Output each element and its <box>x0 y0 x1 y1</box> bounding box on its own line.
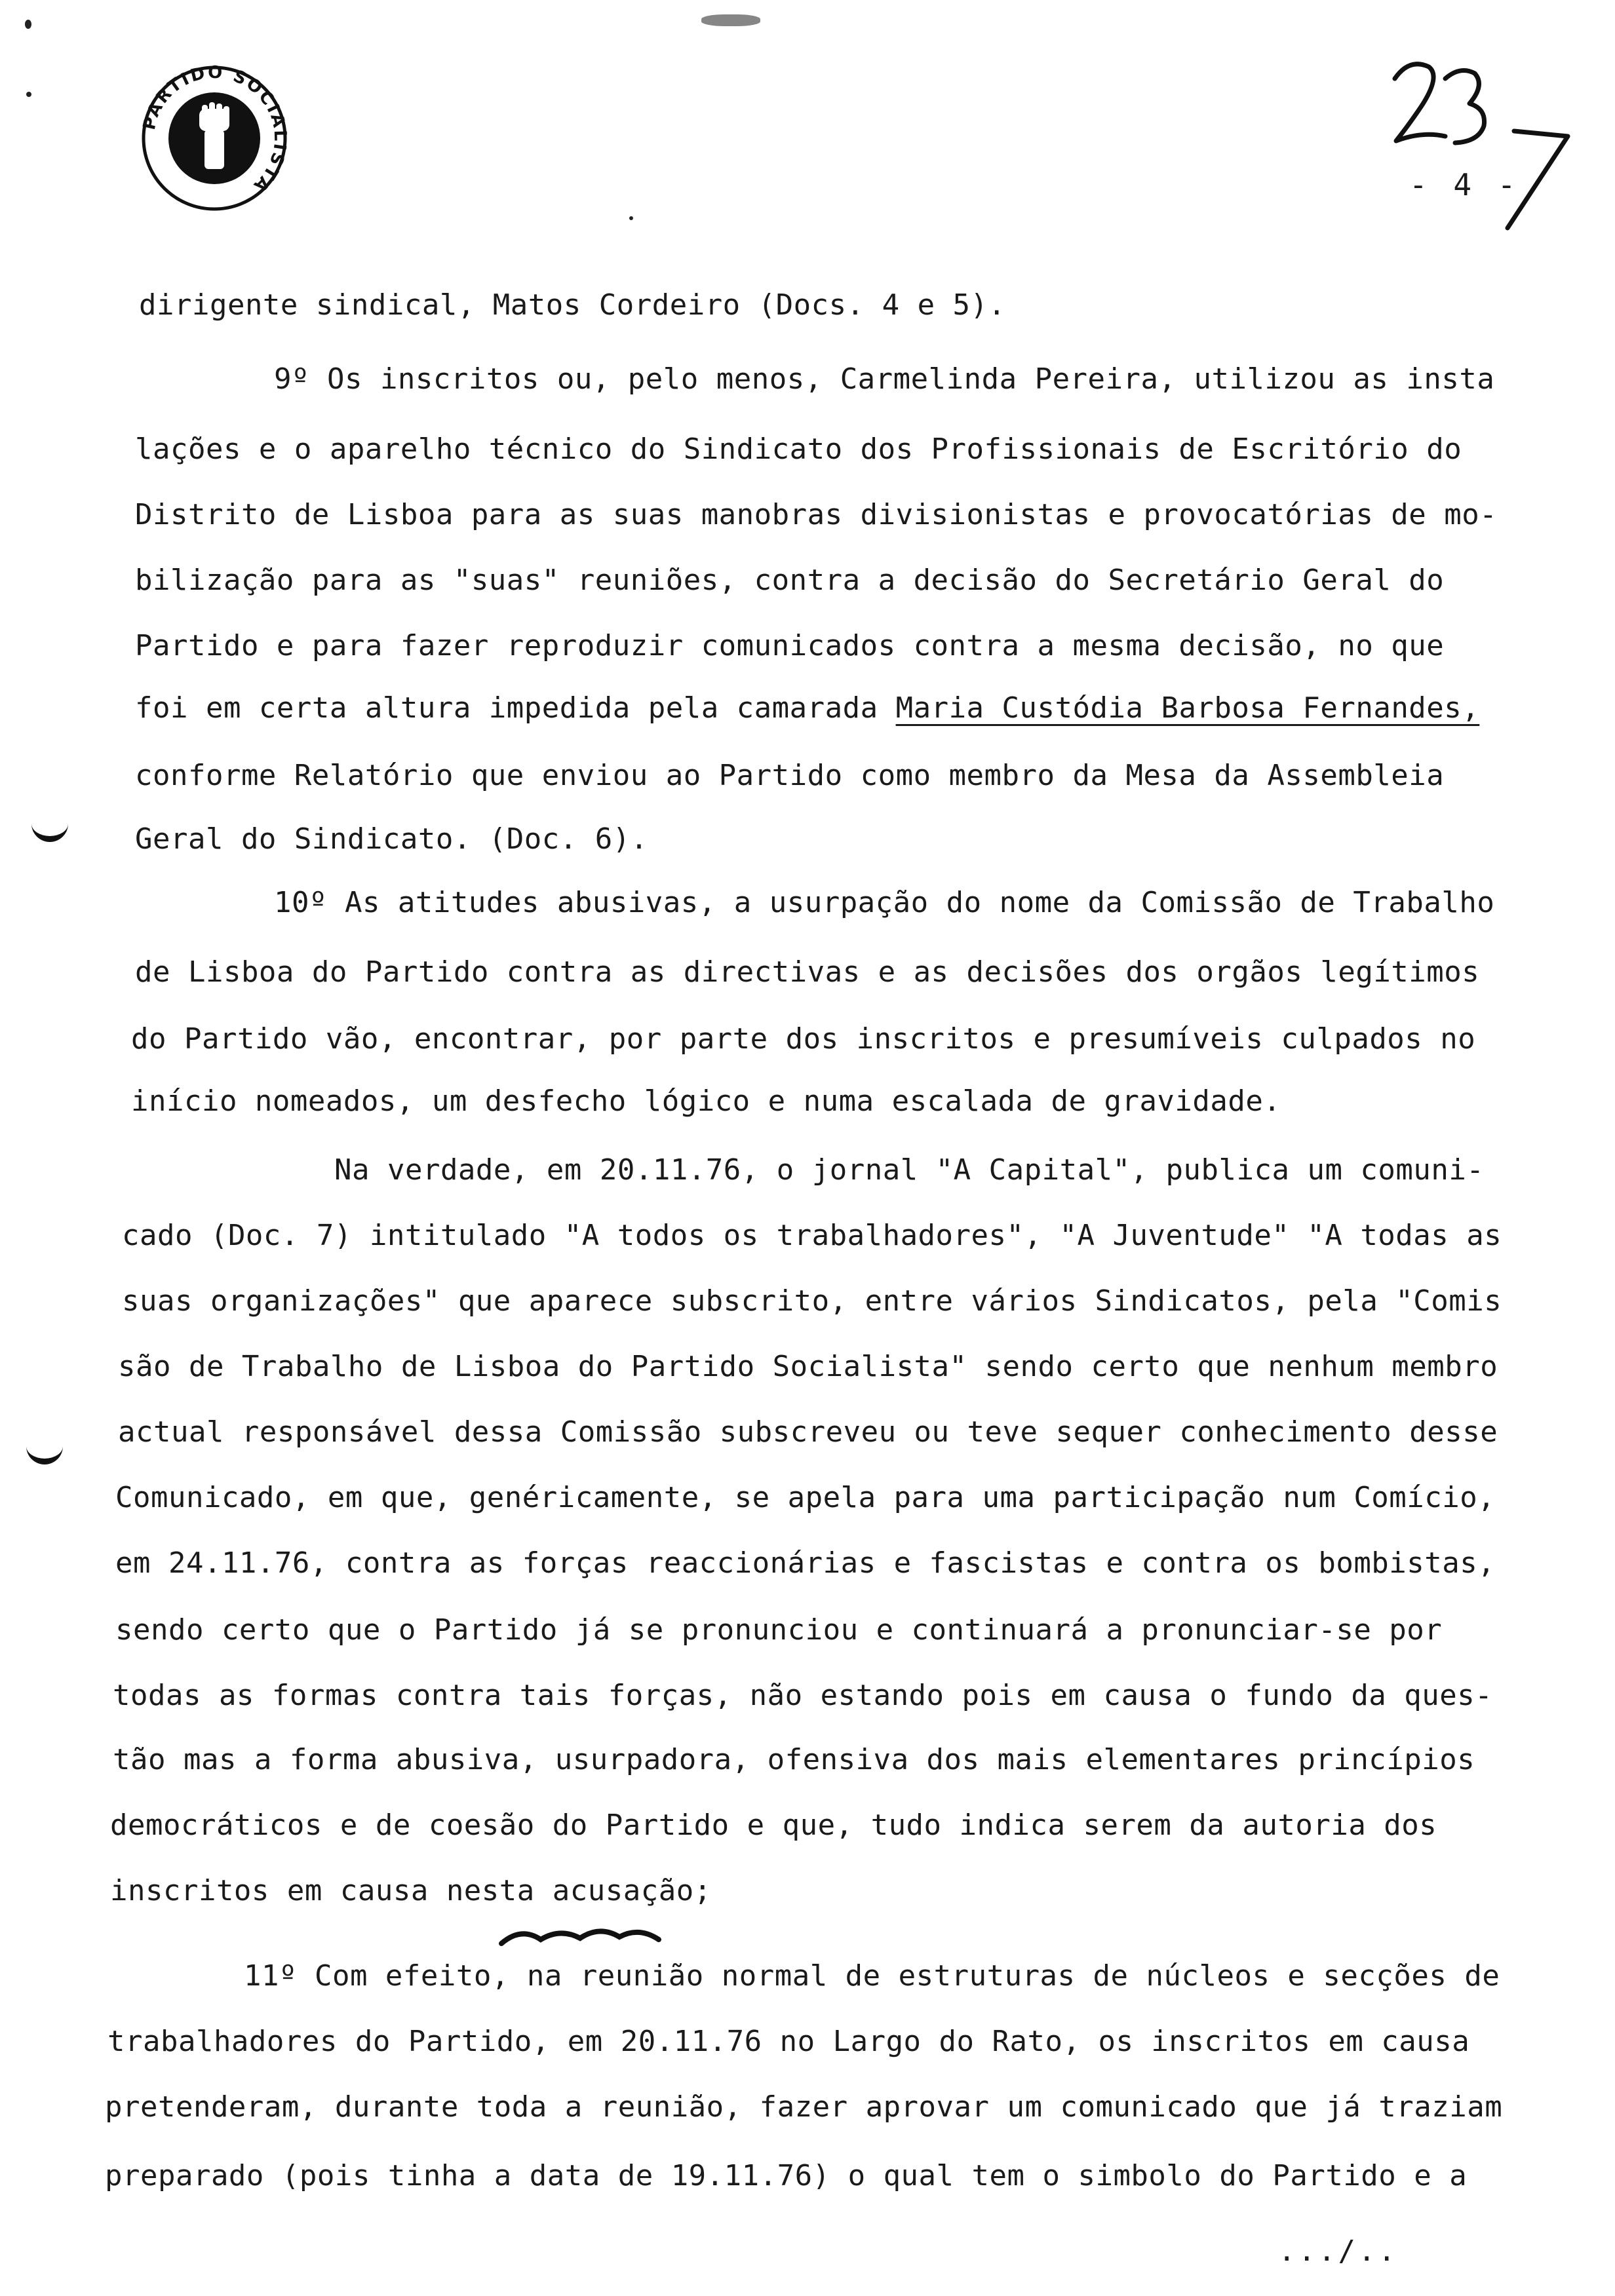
logo-text: PARTIDO SOCIALISTA <box>139 63 290 197</box>
text-line: Comunicado, em que, genéricamente, se apela para uma participação num Comício, <box>115 1481 1496 1514</box>
scan-speck <box>701 14 760 26</box>
page-number: - 4 - <box>1409 167 1520 202</box>
scan-speck <box>25 20 31 29</box>
text-line: Na verdade, em 20.11.76, o jornal "A Capital", publica um comuni- <box>334 1153 1485 1187</box>
text-line: Distrito de Lisboa para as suas manobras divisionistas e provocatórias de mo- <box>135 498 1498 531</box>
text-line: conforme Relatório que enviou ao Partido como membro da Mesa da Assembleia <box>135 759 1445 792</box>
text-line: foi em certa altura impedida pela camarada Maria Custódia Barbosa Fernandes, <box>135 691 1480 725</box>
text-line: início nomeados, um desfecho lógico e numa escalada de gravidade. <box>131 1084 1281 1118</box>
text-line: pretenderam, durante toda a reunião, fazer aprovar um comunicado que já traziam <box>105 2090 1503 2124</box>
text-line: democráticos e de coesão do Partido e que, tudo indica serem da autoria dos <box>110 1808 1437 1842</box>
text-line: 11º Com efeito, na reunião normal de estruturas de núcleos e secções de <box>244 1959 1500 1993</box>
text-line: actual responsável dessa Comissão subscreveu ou teve sequer conhecimento desse <box>118 1415 1498 1449</box>
text-line: dirigente sindical, Matos Cordeiro (Docs. 4 e 5). <box>139 288 1006 322</box>
scan-speck <box>629 216 633 220</box>
text-line: 9º Os inscritos ou, pelo menos, Carmelinda Pereira, utilizou as insta <box>274 362 1495 396</box>
margin-bracket-mark <box>31 813 68 842</box>
text-line: trabalhadores do Partido, em 20.11.76 no Largo do Rato, os inscritos em causa <box>107 2025 1470 2058</box>
text-line: 10º As atitudes abusivas, a usurpação do nome da Comissão de Trabalho <box>274 886 1495 919</box>
text-line: em 24.11.76, contra as forças reaccionárias e fascistas e contra os bombistas, <box>115 1546 1496 1580</box>
text-line: todas as formas contra tais forças, não estando pois em causa o fundo da ques- <box>113 1679 1493 1712</box>
text-line: Geral do Sindicato. (Doc. 6). <box>135 822 648 856</box>
handwritten-correction-scribble <box>495 1920 665 1959</box>
text-line: bilização para as "suas" reuniões, contra a decisão do Secretário Geral do <box>135 564 1445 597</box>
margin-bracket-mark <box>26 1435 63 1464</box>
partido-socialista-logo <box>139 63 290 214</box>
handwritten-number-237 <box>1383 52 1573 242</box>
text-line: de Lisboa do Partido contra as directivas e as decisões dos orgãos legítimos <box>135 955 1480 989</box>
underlined-name: Maria Custódia Barbosa Fernandes, <box>895 691 1480 725</box>
scan-speck <box>26 92 31 97</box>
text-line: Partido e para fazer reproduzir comunicados contra a mesma decisão, no que <box>135 629 1445 662</box>
text-line: sendo certo que o Partido já se pronunciou e continuará a pronunciar-se por <box>115 1613 1443 1647</box>
text-line: lações e o aparelho técnico do Sindicato dos Profissionais de Escritório do <box>135 432 1462 466</box>
text-line: tão mas a forma abusiva, usurpadora, ofensiva dos mais elementares princípios <box>113 1743 1475 1776</box>
text-line: preparado (pois tinha a data de 19.11.76) o qual tem o simbolo do Partido e a <box>105 2159 1468 2192</box>
text-line: cado (Doc. 7) intitulado "A todos os trabalhadores", "A Juventude" "A todas as <box>122 1219 1502 1252</box>
text-line: são de Trabalho de Lisboa do Partido Socialista" sendo certo que nenhum membro <box>118 1350 1498 1383</box>
text-line: do Partido vão, encontrar, por parte dos inscritos e presumíveis culpados no <box>131 1022 1476 1056</box>
text-line: suas organizações" que aparece subscrito, entre vários Sindicatos, pela "Comis <box>122 1284 1502 1318</box>
text-line: inscritos em causa nesta acusação; <box>110 1874 712 1907</box>
continuation-mark: .../.. <box>1278 2234 1398 2268</box>
